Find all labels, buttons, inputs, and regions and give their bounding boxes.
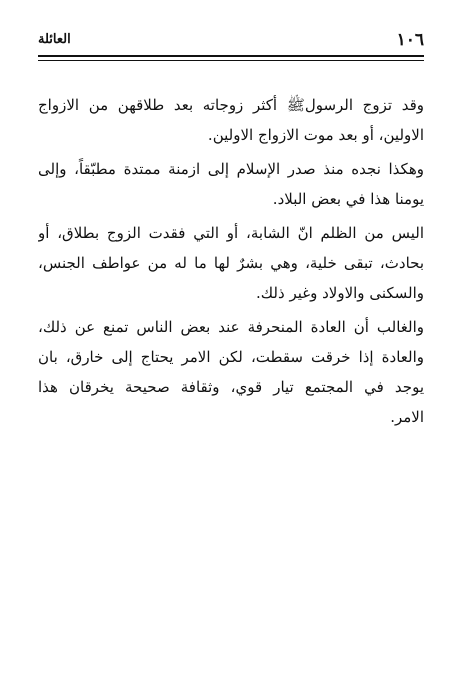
paragraph-4 xyxy=(38,312,424,432)
text-line: الاولين، أو بعد موت الازواج الاولين. xyxy=(207,126,424,144)
header-rule-thick xyxy=(38,55,424,57)
body-text xyxy=(38,90,424,432)
text-line: يومنا هذا في بعض البلاد. xyxy=(272,190,424,208)
text-line: وقد تزوج الرسولﷺ أكثر زوجاته بعد طلاقهن من الازواج xyxy=(38,96,424,114)
text-line: والسكنى والاولاد وغير ذلك. xyxy=(256,284,424,302)
header-rule-thin xyxy=(38,60,424,61)
text-line: يوجد في المجتمع تيار قوي، وثقافة صحيحة يخرقان هذا xyxy=(38,378,424,396)
paragraph-3 xyxy=(38,218,424,308)
text-line: الامر. xyxy=(390,408,424,426)
paragraph-1 xyxy=(38,90,424,150)
page-number: ١٠٦ xyxy=(396,30,424,50)
text-line: وهكذا نجده منذ صدر الإسلام إلى ازمنة ممتدة مطبّقاً، وإلى xyxy=(38,160,424,178)
text-line: والعادة إذا خرقت سقطت، لكن الامر يحتاج إلى خارق، بان xyxy=(38,348,424,366)
text-line: بحادث، تبقى خلية، وهي بشرٌ لها ما له من عواطف الجنس، xyxy=(38,254,424,272)
page-header xyxy=(38,30,424,52)
running-title: العائلة xyxy=(38,32,71,47)
text-line: والغالب أن العادة المنحرفة عند بعض الناس تمنع عن ذلك، xyxy=(38,318,424,336)
text-line: اليس من الظلم انّ الشابة، أو التي فقدت الزوج بطلاق، أو xyxy=(38,224,424,242)
paragraph-2 xyxy=(38,154,424,214)
